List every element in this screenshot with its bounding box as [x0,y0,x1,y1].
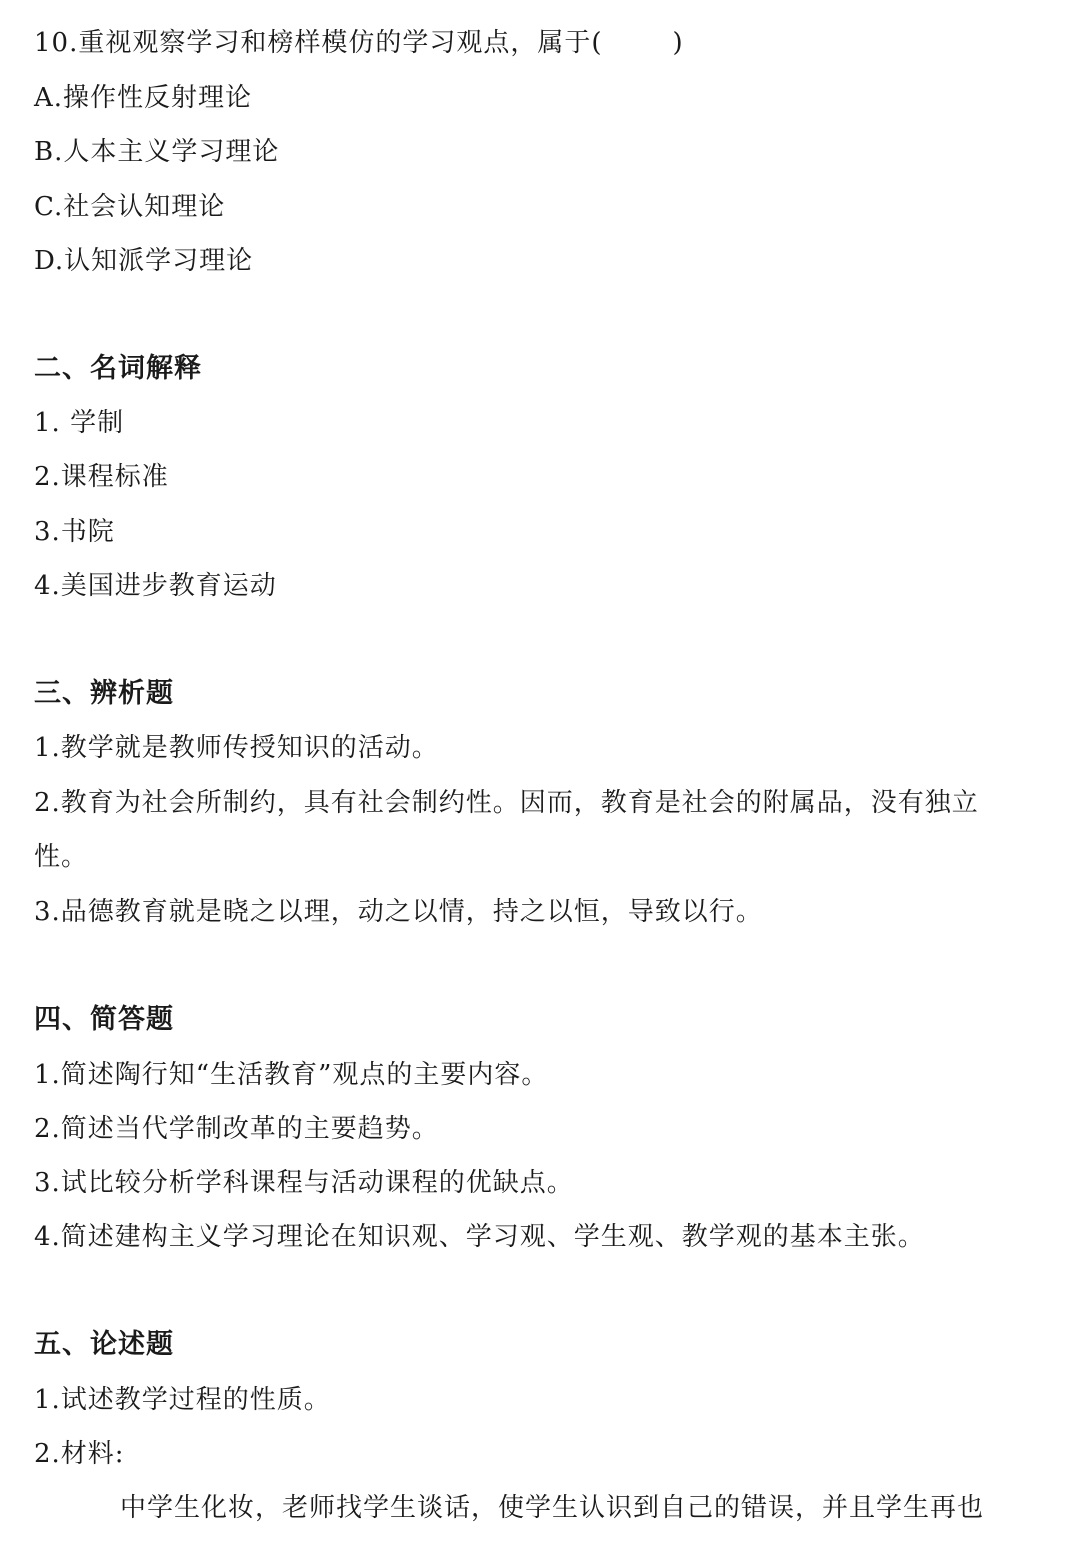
section-3-item-continuation: 性。 [34,842,89,872]
section-5-title: 五、论述题 [34,1329,174,1360]
section-4-item: 1.简述陶行知“生活教育”观点的主要内容。 [34,1060,549,1090]
option-c: C.社会认知理论 [34,192,226,222]
question-10-stem-close: ) [672,28,684,58]
section-2-item: 3.书院 [34,517,115,547]
section-4-item: 3.试比较分析学科课程与活动课程的优缺点。 [34,1168,574,1198]
section-5-item: 2.材料: [34,1439,125,1469]
section-2-item: 1. 学制 [34,408,125,438]
section-4-item: 2.简述当代学制改革的主要趋势。 [34,1114,439,1144]
question-10-stem-text: 10.重视观察学习和榜样模仿的学习观点，属于( [34,28,603,58]
section-5-item: 1.试述教学过程的性质。 [34,1385,331,1415]
section-3-item: 3.品德教育就是晓之以理，动之以情，持之以恒，导致以行。 [34,897,763,927]
option-b: B.人本主义学习理论 [34,137,280,167]
section-4-item: 4.简述建构主义学习理论在知识观、学习观、学生观、教学观的基本主张。 [34,1222,925,1252]
section-3-item: 1.教学就是教师传授知识的活动。 [34,733,439,763]
option-a: A.操作性反射理论 [34,83,253,113]
section-4-title: 四、简答题 [34,1004,174,1035]
section-3-item: 2.教育为社会所制约，具有社会制约性。因而，教育是社会的附属品，没有独立 [34,788,979,818]
section-2-item: 4.美国进步教育运动 [34,571,277,601]
section-2-title: 二、名词解释 [34,353,202,384]
section-3-title: 三、辨析题 [34,678,174,709]
section-2-item: 2.课程标准 [34,462,169,492]
question-10-stem [34,26,684,60]
option-d: D.认知派学习理论 [34,246,254,276]
section-5-material-text: 中学生化妆，老师找学生谈话，使学生认识到自己的错误，并且学生再也 [120,1493,985,1523]
